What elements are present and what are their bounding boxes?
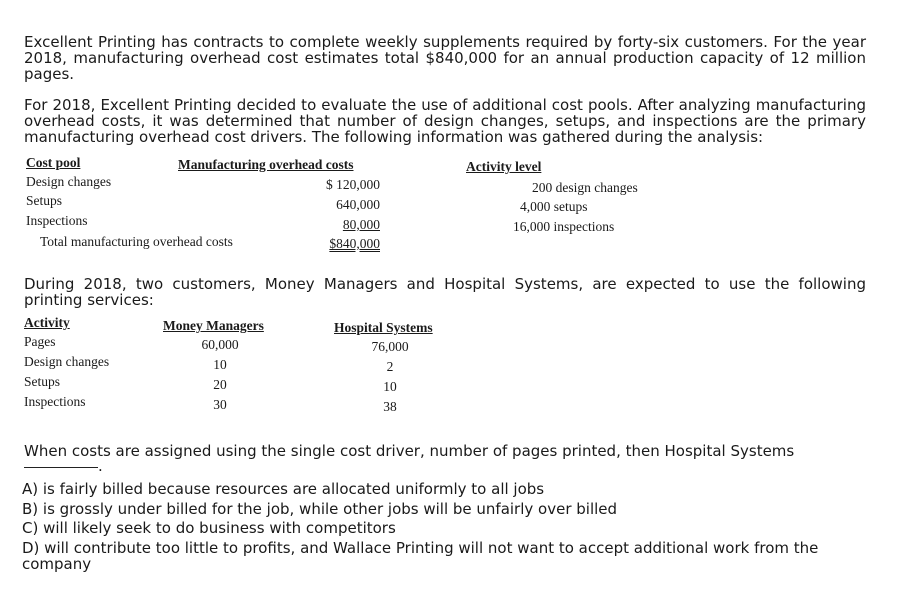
row-activity-design: 200 design changes <box>532 180 638 195</box>
row-pool-design: Design changes <box>26 174 112 189</box>
usage-activity-setups: Setups <box>24 374 61 389</box>
usage-mm-setups: 20 <box>213 377 227 392</box>
header-activity: Activity <box>24 315 70 330</box>
header-overhead-costs: Manufacturing overhead costs <box>178 157 354 172</box>
header-money-managers: Money Managers <box>163 318 264 333</box>
header-activity-level: Activity level <box>466 159 542 174</box>
total-label: Total manufacturing overhead costs <box>40 234 233 249</box>
row-cost-design: $ 120,000 <box>326 177 380 192</box>
usage-activity-design: Design changes <box>24 354 110 369</box>
usage-activity-pages: Pages <box>24 334 56 349</box>
row-cost-inspections: 80,000 <box>342 217 380 232</box>
usage-hs-design: 2 <box>386 359 394 374</box>
usage-hs-inspections: 38 <box>383 399 397 414</box>
question-text: When costs are assigned using the single cost driver, number of pages printed, then Hospital Systems <box>24 442 795 460</box>
paragraph-3: During 2018, two customers, Money Managers and Hospital Systems, are expected to use the following printing services: <box>24 275 866 309</box>
row-pool-inspections: Inspections <box>26 213 88 228</box>
header-cost-pool: Cost pool <box>26 155 81 170</box>
row-activity-inspections: 16,000 inspections <box>513 219 615 234</box>
option-a: A) is fairly billed because resources are allocated uniformly to all jobs <box>22 480 545 498</box>
usage-hs-pages: 76,000 <box>371 339 409 354</box>
total-cost: $840,000 <box>329 236 380 251</box>
usage-mm-inspections: 30 <box>213 397 227 412</box>
option-c: C) will likely seek to do business with competitors <box>22 519 396 537</box>
row-cost-setups: 640,000 <box>336 197 380 212</box>
header-hospital-systems: Hospital Systems <box>334 320 433 335</box>
row-pool-setups: Setups <box>26 193 63 208</box>
intro-paragraph-1: Excellent Printing has contracts to complete weekly supplements required by forty-six customers. For the year 2018, manufacturing overhead cost estimates total $840,000 for an annual production capacity of 12 million pages. <box>24 33 866 83</box>
usage-mm-pages: 60,000 <box>201 337 239 352</box>
usage-hs-setups: 10 <box>383 379 397 394</box>
intro-paragraph-2: For 2018, Excellent Printing decided to evaluate the use of additional cost pools. After analyzing manufacturing overhead costs, it was determined that number of design changes, setups, and inspections are the primary manufacturing overhead cost drivers. The following information was gathered during the analysis: <box>24 96 866 146</box>
row-activity-setups: 4,000 setups <box>520 199 588 214</box>
usage-mm-design: 10 <box>213 357 227 372</box>
option-d: D) will contribute too little to profits, and Wallace Printing will not want to accept additional work from the company <box>22 539 819 573</box>
blank-period: . <box>98 457 103 475</box>
usage-activity-inspections: Inspections <box>24 394 86 409</box>
answer-blank <box>24 467 98 468</box>
option-b: B) is grossly under billed for the job, while other jobs will be unfairly over billed <box>22 500 618 518</box>
